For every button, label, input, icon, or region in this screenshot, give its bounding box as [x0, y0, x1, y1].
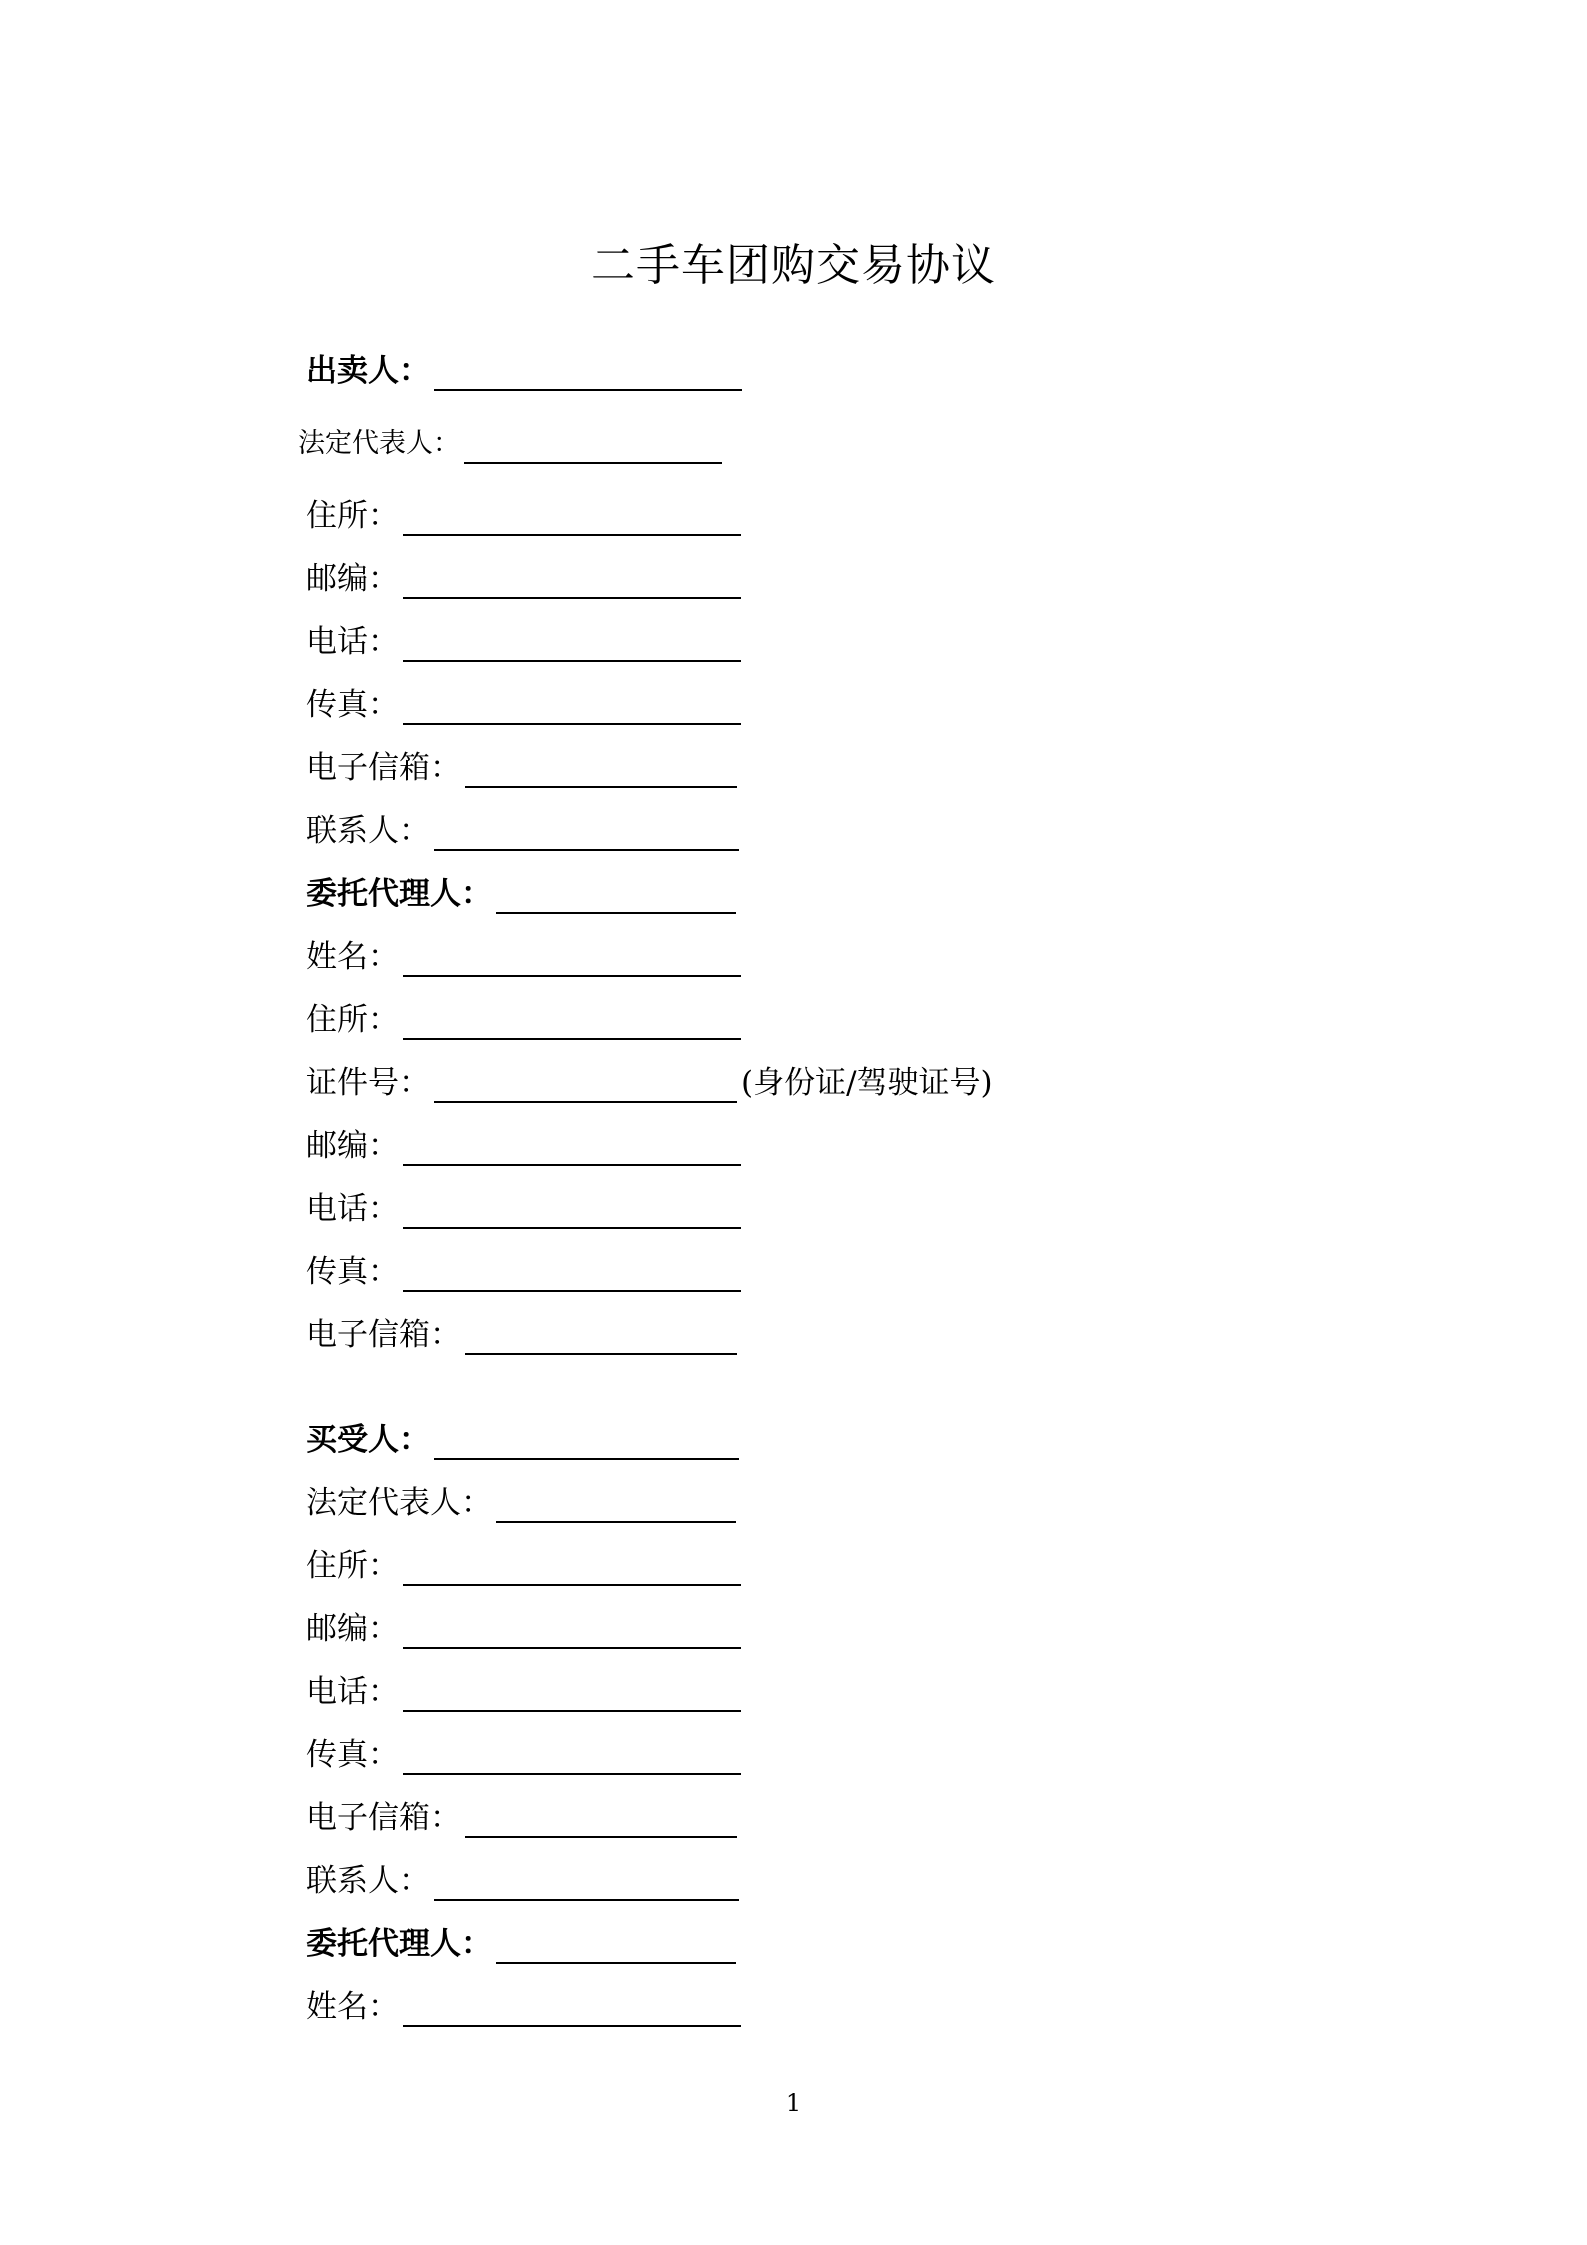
buyer-postcode-row: [306, 1603, 741, 1653]
seller-agent-postcode-label: 邮编：: [306, 1128, 399, 1164]
seller-postcode-row: [306, 553, 741, 603]
buyer-phone-label: 电话：: [306, 1674, 399, 1710]
buyer-address-row: [306, 1540, 741, 1590]
seller-agent-phone-row: [306, 1183, 741, 1233]
seller-agent-phone-blank[interactable]: [403, 1227, 741, 1229]
seller-agent-label: 委托代理人：: [306, 876, 492, 912]
seller-address-label: 住所：: [306, 498, 399, 534]
seller-phone-label: 电话：: [306, 624, 399, 660]
buyer-email-row: [306, 1792, 737, 1842]
seller-phone-row: [306, 616, 741, 666]
seller-agent-phone-label: 电话：: [306, 1191, 399, 1227]
seller-party-label: 出卖人：: [306, 353, 430, 389]
seller-agent-id-label: 证件号：: [306, 1065, 430, 1101]
buyer-email-label: 电子信箱：: [306, 1800, 461, 1836]
seller-agent-id-note: (身份证/驾驶证号): [741, 1065, 993, 1101]
buyer-legal-rep-row: [306, 1477, 736, 1527]
seller-agent-id-blank[interactable]: [434, 1101, 737, 1103]
seller-legal-rep-blank[interactable]: [464, 462, 722, 464]
seller-agent-name-blank[interactable]: [403, 975, 741, 977]
seller-address-blank[interactable]: [403, 534, 741, 536]
buyer-legal-rep-label: 法定代表人：: [306, 1485, 492, 1521]
seller-agent-row: [306, 868, 736, 918]
seller-agent-address-label: 住所：: [306, 1002, 399, 1038]
buyer-party-blank[interactable]: [434, 1458, 739, 1460]
seller-fax-label: 传真：: [306, 687, 399, 723]
seller-email-label: 电子信箱：: [306, 750, 461, 786]
buyer-fax-label: 传真：: [306, 1737, 399, 1773]
seller-fax-blank[interactable]: [403, 723, 741, 725]
buyer-party-label: 买受人：: [306, 1422, 430, 1458]
buyer-address-label: 住所：: [306, 1548, 399, 1584]
seller-agent-email-blank[interactable]: [465, 1353, 737, 1355]
buyer-phone-row: [306, 1666, 741, 1716]
seller-legal-rep-label: 法定代表人：: [298, 428, 460, 459]
seller-agent-postcode-blank[interactable]: [403, 1164, 741, 1166]
buyer-agent-blank[interactable]: [496, 1962, 736, 1964]
seller-email-blank[interactable]: [465, 786, 737, 788]
seller-contact-blank[interactable]: [434, 849, 739, 851]
buyer-postcode-label: 邮编：: [306, 1611, 399, 1647]
seller-agent-fax-blank[interactable]: [403, 1290, 741, 1292]
seller-agent-fax-row: [306, 1246, 741, 1296]
buyer-contact-label: 联系人：: [306, 1863, 430, 1899]
buyer-phone-blank[interactable]: [403, 1710, 741, 1712]
seller-address-row: [306, 490, 741, 540]
seller-agent-blank[interactable]: [496, 912, 736, 914]
seller-agent-name-row: [306, 931, 741, 981]
seller-party-row: [306, 345, 742, 395]
seller-agent-email-label: 电子信箱：: [306, 1317, 461, 1353]
buyer-email-blank[interactable]: [465, 1836, 737, 1838]
buyer-agent-name-label: 姓名：: [306, 1989, 399, 2025]
buyer-postcode-blank[interactable]: [403, 1647, 741, 1649]
buyer-contact-row: [306, 1855, 739, 1905]
seller-agent-fax-label: 传真：: [306, 1254, 399, 1290]
seller-agent-address-row: [306, 994, 741, 1044]
buyer-legal-rep-blank[interactable]: [496, 1521, 736, 1523]
seller-agent-name-label: 姓名：: [306, 939, 399, 975]
buyer-fax-row: [306, 1729, 741, 1779]
seller-agent-id-row: [306, 1057, 993, 1107]
buyer-address-blank[interactable]: [403, 1584, 741, 1586]
seller-agent-address-blank[interactable]: [403, 1038, 741, 1040]
buyer-party-row: [306, 1414, 739, 1464]
seller-party-blank[interactable]: [434, 389, 742, 391]
buyer-agent-name-row: [306, 1981, 741, 2031]
buyer-agent-label: 委托代理人：: [306, 1926, 492, 1962]
seller-contact-label: 联系人：: [306, 813, 430, 849]
document-title: 二手车团购交易协议: [591, 240, 996, 291]
seller-legal-rep-row: [298, 418, 722, 468]
seller-phone-blank[interactable]: [403, 660, 741, 662]
buyer-agent-name-blank[interactable]: [403, 2025, 741, 2027]
page-number: 1: [785, 2089, 802, 2117]
seller-fax-row: [306, 679, 741, 729]
seller-agent-postcode-row: [306, 1120, 741, 1170]
seller-agent-email-row: [306, 1309, 737, 1359]
seller-contact-row: [306, 805, 739, 855]
buyer-contact-blank[interactable]: [434, 1899, 739, 1901]
seller-postcode-label: 邮编：: [306, 561, 399, 597]
buyer-fax-blank[interactable]: [403, 1773, 741, 1775]
seller-postcode-blank[interactable]: [403, 597, 741, 599]
seller-email-row: [306, 742, 737, 792]
buyer-agent-row: [306, 1918, 736, 1968]
